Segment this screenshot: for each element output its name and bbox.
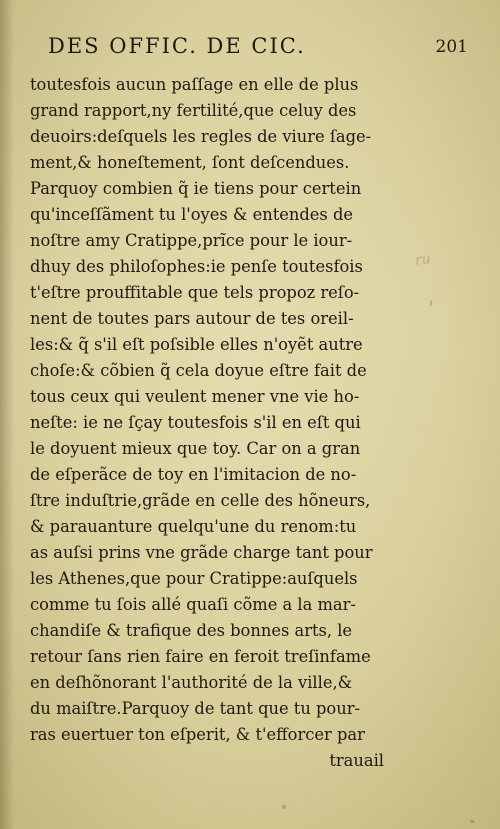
- text-line: les Athenes,que pour Cratippe:auſquels: [30, 569, 358, 588]
- text-line: ſtre induſtrie,grãde en celle des hõneurs,: [30, 491, 371, 510]
- text-line: les:& q̃ s'il eſt poſsible elles n'oyẽt autre: [30, 335, 363, 354]
- text-line: comme tu ſois allé quaſi cõme a la mar-: [30, 595, 356, 614]
- text-line: qu'inceſſãment tu l'oyes & entendes de: [30, 205, 354, 224]
- gutter-shadow: [0, 0, 14, 829]
- text-line: chandiſe & trafique des bonnes arts, le: [30, 621, 353, 640]
- margin-note: ru: [413, 250, 432, 270]
- text-line: choſe:& cõbien q̃ cela doyue eſtre fait de: [30, 361, 367, 380]
- text-line: toutesfois aucun paſſage en elle de plus: [30, 75, 359, 94]
- text-line: neſte: ie ne ſçay toutesfois s'il en eſt qui: [30, 413, 361, 432]
- text-line: Parquoy combien q̃ ie tiens pour certein: [30, 179, 362, 198]
- running-head: [48, 28, 468, 64]
- text-line: de eſperãce de toy en l'imitacion de no-: [30, 465, 357, 484]
- catchword: trauail: [329, 751, 384, 770]
- text-line: grand rapport,ny fertilité,que celuy des: [30, 101, 357, 120]
- paper-speck: [282, 805, 286, 809]
- text-line: as auſsi prins vne grãde charge tant pour: [30, 543, 373, 562]
- text-line: nent de toutes pars autour de tes oreil-: [30, 309, 354, 328]
- text-line: tous ceux qui veulent mener vne vie ho-: [30, 387, 360, 406]
- running-title: DES OFFIC. DE CIC.: [48, 34, 306, 58]
- paper-speck: [470, 820, 475, 823]
- text-line: t'eſtre prouffitable que tels propoz reſo-: [30, 283, 360, 302]
- text-line: deuoirs:deſquels les regles de viure ſage-: [30, 127, 372, 146]
- text-line: ras euertuer ton eſperit, & t'efforcer par: [30, 725, 365, 744]
- text-line: en deſhõnorant l'authorité de la ville,&: [30, 673, 353, 692]
- text-line: le doyuent mieux que toy. Car on a gran: [30, 439, 361, 458]
- text-line: & parauanture quelqu'une du renom:tu: [30, 517, 357, 536]
- text-line: noſtre amy Cratippe,prĩce pour le iour-: [30, 231, 353, 250]
- text-line: du maiſtre.Parquoy de tant que tu pour-: [30, 699, 360, 718]
- text-line: ment,& honeſtement, ſont deſcendues.: [30, 153, 350, 172]
- page-number: 201: [435, 37, 468, 57]
- paper-speck: [430, 300, 432, 306]
- text-line: dhuy des philoſophes:ie penſe toutesfois: [30, 257, 363, 276]
- text-line: retour ſans rien faire en feroit treſinfame: [30, 647, 371, 666]
